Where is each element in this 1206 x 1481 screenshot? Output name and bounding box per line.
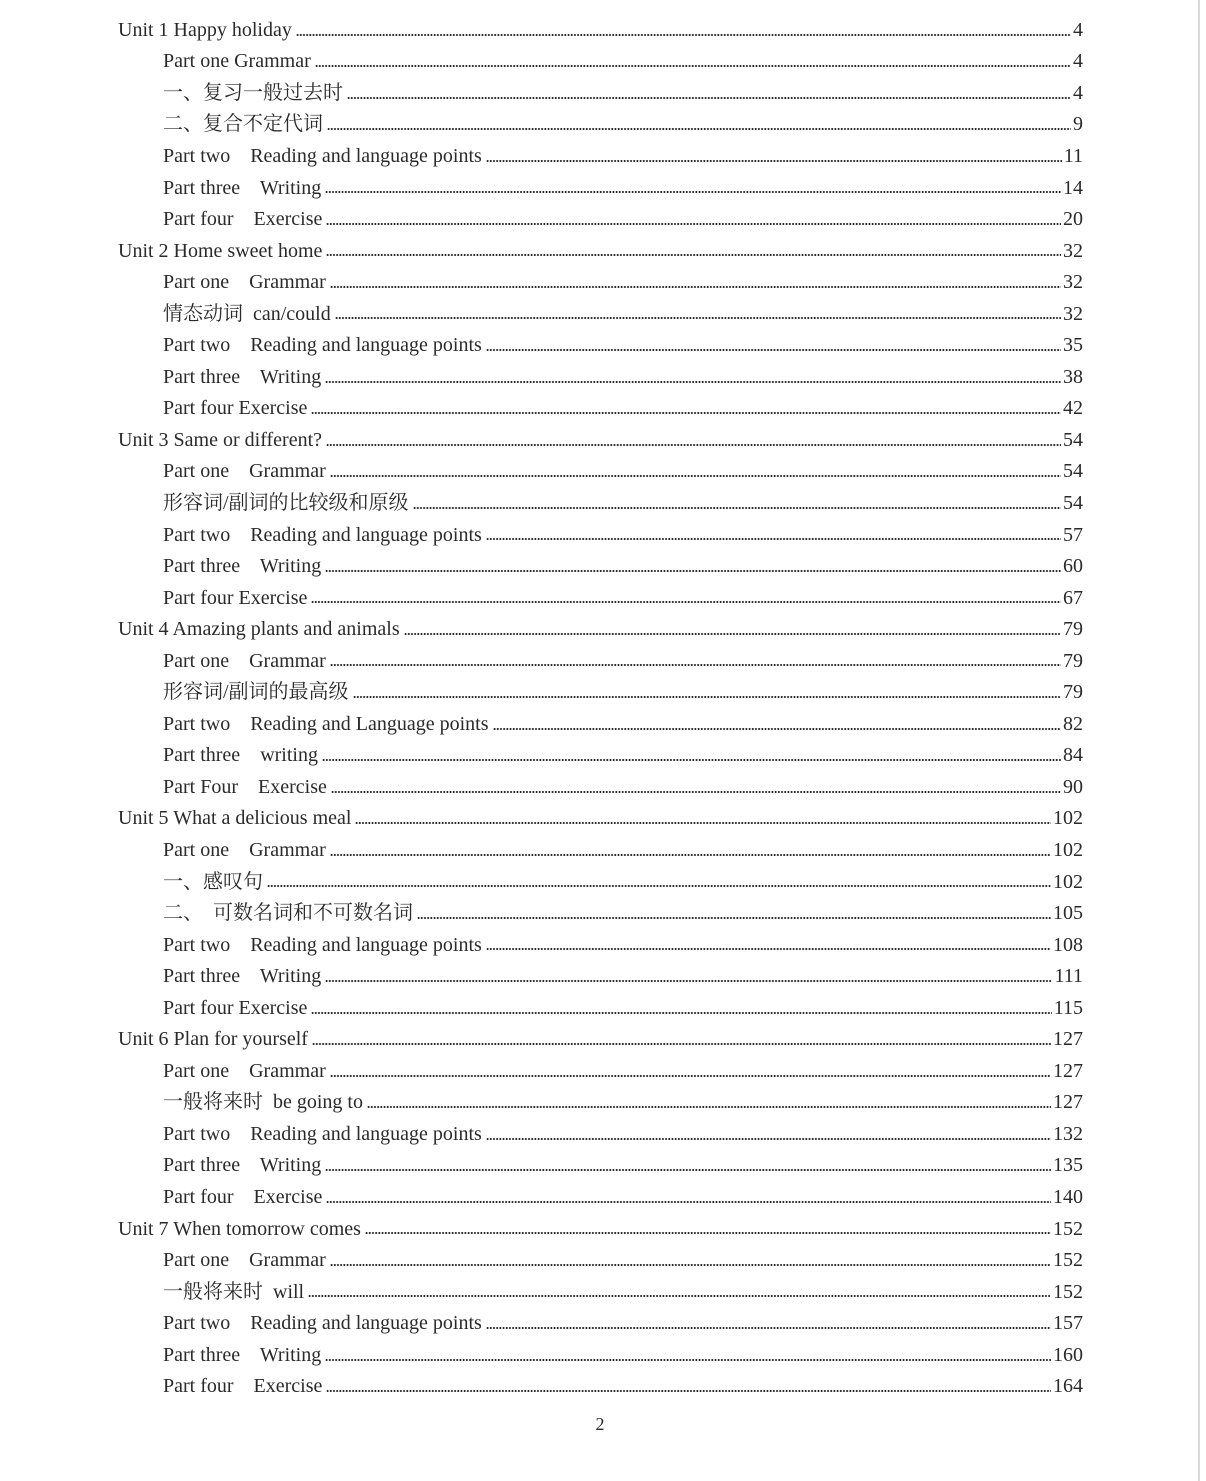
toc-entry-page-number: 4 (1073, 81, 1083, 104)
toc-entry-title: Part three Writing (163, 176, 322, 199)
toc-part-entry[interactable] (0, 676, 1206, 708)
toc-entry-title: Part one Grammar (163, 50, 311, 73)
dot-leader (296, 34, 1071, 36)
toc-entry-title: Part one Grammar (163, 1249, 326, 1272)
toc-part-entry[interactable] (0, 960, 1206, 992)
toc-entry-page-number: 32 (1063, 302, 1083, 325)
dot-leader (326, 1201, 1051, 1203)
toc-part-entry[interactable] (0, 740, 1206, 772)
toc-entry-title: Part three Writing (163, 1154, 322, 1177)
toc-entry-page-number: 132 (1053, 1122, 1083, 1145)
dot-leader (325, 570, 1061, 572)
dot-leader (493, 728, 1062, 730)
toc-entry-page-number: 57 (1063, 523, 1083, 546)
toc-part-entry[interactable] (0, 1087, 1206, 1119)
dot-leader (330, 854, 1051, 856)
toc-part-entry[interactable] (0, 109, 1206, 141)
toc-entry-title: Unit 4 Amazing plants and animals (118, 618, 400, 641)
toc-entry-title: Part two Reading and language points (163, 334, 482, 357)
toc-entry-page-number: 9 (1073, 113, 1083, 136)
dot-leader (325, 1169, 1051, 1171)
dot-leader (311, 601, 1061, 603)
toc-entry-title: Part two Reading and Language points (163, 712, 489, 735)
dot-leader (486, 349, 1061, 351)
dot-leader (322, 759, 1061, 761)
toc-entry-page-number: 54 (1063, 491, 1083, 514)
toc-entry-page-number: 152 (1053, 1280, 1083, 1303)
toc-entry-title: Part four Exercise (163, 1186, 323, 1208)
toc-entry-page-number: 20 (1063, 208, 1083, 231)
toc-entry-title: Unit 5 What a delicious meal (118, 807, 352, 830)
toc-entry-page-number: 105 (1053, 902, 1083, 925)
toc-entry-title: Part two Reading and language points (163, 1312, 482, 1335)
dot-leader (486, 160, 1062, 162)
toc-entry-title: Part three Writing (163, 1343, 322, 1366)
toc-entry-title: Unit 2 Home sweet home (118, 239, 323, 262)
toc-part-entry[interactable] (0, 992, 1206, 1024)
toc-part-entry[interactable] (0, 582, 1206, 614)
dot-leader (486, 1327, 1051, 1329)
toc-entry-title: Part two Reading and language points (163, 523, 482, 546)
toc-entry-title: Part four Exercise (163, 996, 308, 1019)
toc-entry-title: Part one Grammar (163, 460, 326, 483)
toc-part-entry[interactable] (0, 1055, 1206, 1087)
dot-leader (267, 885, 1051, 887)
page-number: 2 (595, 1414, 605, 1434)
dot-leader (325, 381, 1061, 383)
toc-entry-page-number: 79 (1063, 649, 1083, 672)
dot-leader (365, 1232, 1051, 1234)
dot-leader (347, 97, 1071, 99)
toc-entry-page-number: 60 (1063, 555, 1083, 578)
dot-leader (327, 128, 1071, 130)
toc-entry-page-number: 14 (1063, 176, 1083, 199)
dot-leader (486, 948, 1051, 950)
toc-entry-page-number: 102 (1053, 838, 1083, 861)
toc-entry-title: 二、 可数名词和不可数名词 (163, 902, 413, 925)
toc-entry-page-number: 152 (1053, 1249, 1083, 1272)
toc-entry-title: Part three Writing (163, 555, 322, 578)
dot-leader (325, 1359, 1051, 1361)
toc-part-entry[interactable] (0, 46, 1206, 78)
toc-entry-page-number: 32 (1063, 239, 1083, 262)
toc-entry-title: 一、复习一般过去时 (163, 81, 343, 104)
toc-part-entry[interactable] (0, 172, 1206, 204)
toc-entry-title: Part four Exercise (163, 1375, 323, 1398)
dot-leader (311, 412, 1061, 414)
toc-part-entry[interactable] (0, 771, 1206, 803)
dot-leader (330, 664, 1061, 666)
dot-leader (330, 1264, 1051, 1266)
toc-entry-page-number: 135 (1053, 1154, 1083, 1177)
dot-leader (355, 822, 1051, 824)
dot-leader (330, 286, 1061, 288)
toc-entry-page-number: 54 (1063, 460, 1083, 483)
toc-part-entry[interactable] (0, 929, 1206, 961)
toc-entry-title: Unit 1 Happy holiday (118, 18, 292, 41)
toc-part-entry[interactable] (0, 1181, 1206, 1213)
dot-leader (325, 980, 1052, 982)
toc-part-entry[interactable] (0, 298, 1206, 330)
toc-part-entry[interactable] (0, 266, 1206, 298)
toc-entry-page-number: 152 (1053, 1217, 1083, 1240)
dot-leader (325, 191, 1061, 193)
toc-entry-title: Part two Reading and language points (163, 1122, 482, 1145)
toc-entry-page-number: 102 (1053, 870, 1083, 893)
toc-entry-page-number: 90 (1063, 775, 1083, 798)
dot-leader (326, 254, 1061, 256)
toc-part-entry[interactable] (0, 1150, 1206, 1182)
toc-entry-page-number: 84 (1063, 744, 1083, 767)
toc-entry-title: Part two Reading and language points (163, 933, 482, 956)
toc-entry-title: 形容词/副词的最高级 (163, 681, 349, 704)
toc-entry-title: Part one Grammar (163, 1059, 326, 1082)
toc-entry-page-number: 11 (1063, 144, 1083, 167)
toc-part-entry[interactable] (0, 1371, 1206, 1403)
toc-unit-entry[interactable] (0, 1024, 1206, 1056)
toc-entry-page-number: 54 (1063, 428, 1083, 451)
dot-leader (353, 696, 1061, 698)
dot-leader (486, 538, 1061, 540)
toc-unit-entry[interactable] (0, 235, 1206, 267)
toc-entry-title: 一、感叹句 (163, 870, 263, 893)
toc-entry-title: 一般将来时 be going to (163, 1091, 363, 1114)
toc-part-entry[interactable] (0, 866, 1206, 898)
toc-part-entry[interactable] (0, 456, 1206, 488)
toc-entry-page-number: 160 (1053, 1343, 1083, 1366)
toc-unit-entry[interactable] (0, 424, 1206, 456)
toc-part-entry[interactable] (0, 645, 1206, 677)
dot-leader (312, 1043, 1051, 1045)
toc-entry-page-number: 4 (1073, 50, 1083, 73)
dot-leader (326, 223, 1061, 225)
toc-entry-title: Unit 6 Plan for yourself (118, 1028, 308, 1051)
toc-entry-title: Unit 3 Same or different? (118, 428, 323, 451)
toc-part-entry[interactable] (0, 487, 1206, 519)
dot-leader (335, 317, 1061, 319)
toc-part-entry[interactable] (0, 897, 1206, 929)
dot-leader (330, 1075, 1051, 1077)
toc-part-entry[interactable] (0, 1244, 1206, 1276)
toc-part-entry[interactable] (0, 361, 1206, 393)
toc-entry-title: 二、复合不定代词 (163, 113, 323, 136)
toc-entry-title: Part one Grammar (163, 271, 326, 294)
dot-leader (417, 917, 1051, 919)
dot-leader (330, 475, 1061, 477)
toc-part-entry[interactable] (0, 393, 1206, 425)
toc-entry-title: Part one Grammar (163, 649, 326, 672)
toc-entry-title: Part two Reading and language points (163, 144, 482, 167)
toc-entry-page-number: 102 (1053, 807, 1083, 830)
toc-entry-title: 形容词/副词的比较级和原级 (163, 491, 409, 514)
toc-entry-title: Part four Exercise (163, 586, 308, 609)
toc-part-entry[interactable] (0, 1276, 1206, 1308)
dot-leader (315, 65, 1071, 67)
toc-entry-page-number: 82 (1063, 712, 1083, 735)
toc-unit-entry[interactable] (0, 613, 1206, 645)
toc-entry-title: Part four Exercise (163, 397, 308, 420)
toc-part-entry[interactable] (0, 708, 1206, 740)
toc-unit-entry[interactable] (0, 14, 1206, 46)
toc-entry-title: Part Four Exercise (163, 775, 327, 798)
toc-part-entry[interactable] (0, 203, 1206, 235)
dot-leader (326, 1390, 1051, 1392)
toc-entry-page-number: 164 (1053, 1375, 1083, 1398)
toc-entry-title: Part three writing (163, 744, 318, 767)
toc-entry-page-number: 111 (1054, 965, 1083, 988)
dot-leader (331, 791, 1061, 793)
dot-leader (367, 1106, 1051, 1108)
toc-entry-page-number: 4 (1073, 18, 1083, 41)
toc-part-entry[interactable] (0, 329, 1206, 361)
toc-unit-entry[interactable] (0, 803, 1206, 835)
toc-entry-page-number: 35 (1063, 334, 1083, 357)
toc-part-entry[interactable] (0, 550, 1206, 582)
toc-entry-page-number: 32 (1063, 271, 1083, 294)
toc-entry-page-number: 115 (1053, 996, 1083, 1019)
dot-leader (326, 444, 1061, 446)
dot-leader (413, 507, 1061, 509)
toc-entry-page-number: 79 (1063, 618, 1083, 641)
toc-entry-title: Part three Writing (163, 365, 322, 388)
toc-entry-page-number: 157 (1053, 1312, 1083, 1335)
toc-entry-page-number: 108 (1053, 933, 1083, 956)
dot-leader (308, 1295, 1051, 1297)
toc-part-entry[interactable] (0, 1339, 1206, 1371)
toc-entry-title: Part three Writing (163, 965, 322, 988)
toc-entry-title: Unit 7 When tomorrow comes (118, 1217, 361, 1240)
toc-part-entry[interactable] (0, 1307, 1206, 1339)
dot-leader (404, 633, 1061, 635)
toc-entry-title: Part four Exercise (163, 208, 323, 231)
toc-part-entry[interactable] (0, 519, 1206, 551)
toc-entry-page-number: 140 (1053, 1186, 1083, 1208)
toc-unit-entry[interactable] (0, 1213, 1206, 1245)
toc-entry-title: 一般将来时 will (163, 1280, 305, 1303)
toc-entry-title: 情态动词 can/could (163, 302, 331, 325)
toc-part-entry[interactable] (0, 140, 1206, 172)
toc-entry-page-number: 42 (1063, 397, 1083, 420)
toc-entry-page-number: 127 (1053, 1059, 1083, 1082)
toc-entry-page-number: 127 (1053, 1028, 1083, 1051)
dot-leader (311, 1012, 1051, 1014)
toc-part-entry[interactable] (0, 1118, 1206, 1150)
toc-entry-page-number: 127 (1053, 1091, 1083, 1114)
toc-entry-title: Part one Grammar (163, 838, 326, 861)
toc-part-entry[interactable] (0, 77, 1206, 109)
toc-part-entry[interactable] (0, 834, 1206, 866)
toc-entry-page-number: 67 (1063, 586, 1083, 609)
dot-leader (486, 1138, 1051, 1140)
table-of-contents (0, 14, 1206, 1402)
toc-entry-page-number: 38 (1063, 365, 1083, 388)
toc-entry-page-number: 79 (1063, 681, 1083, 704)
